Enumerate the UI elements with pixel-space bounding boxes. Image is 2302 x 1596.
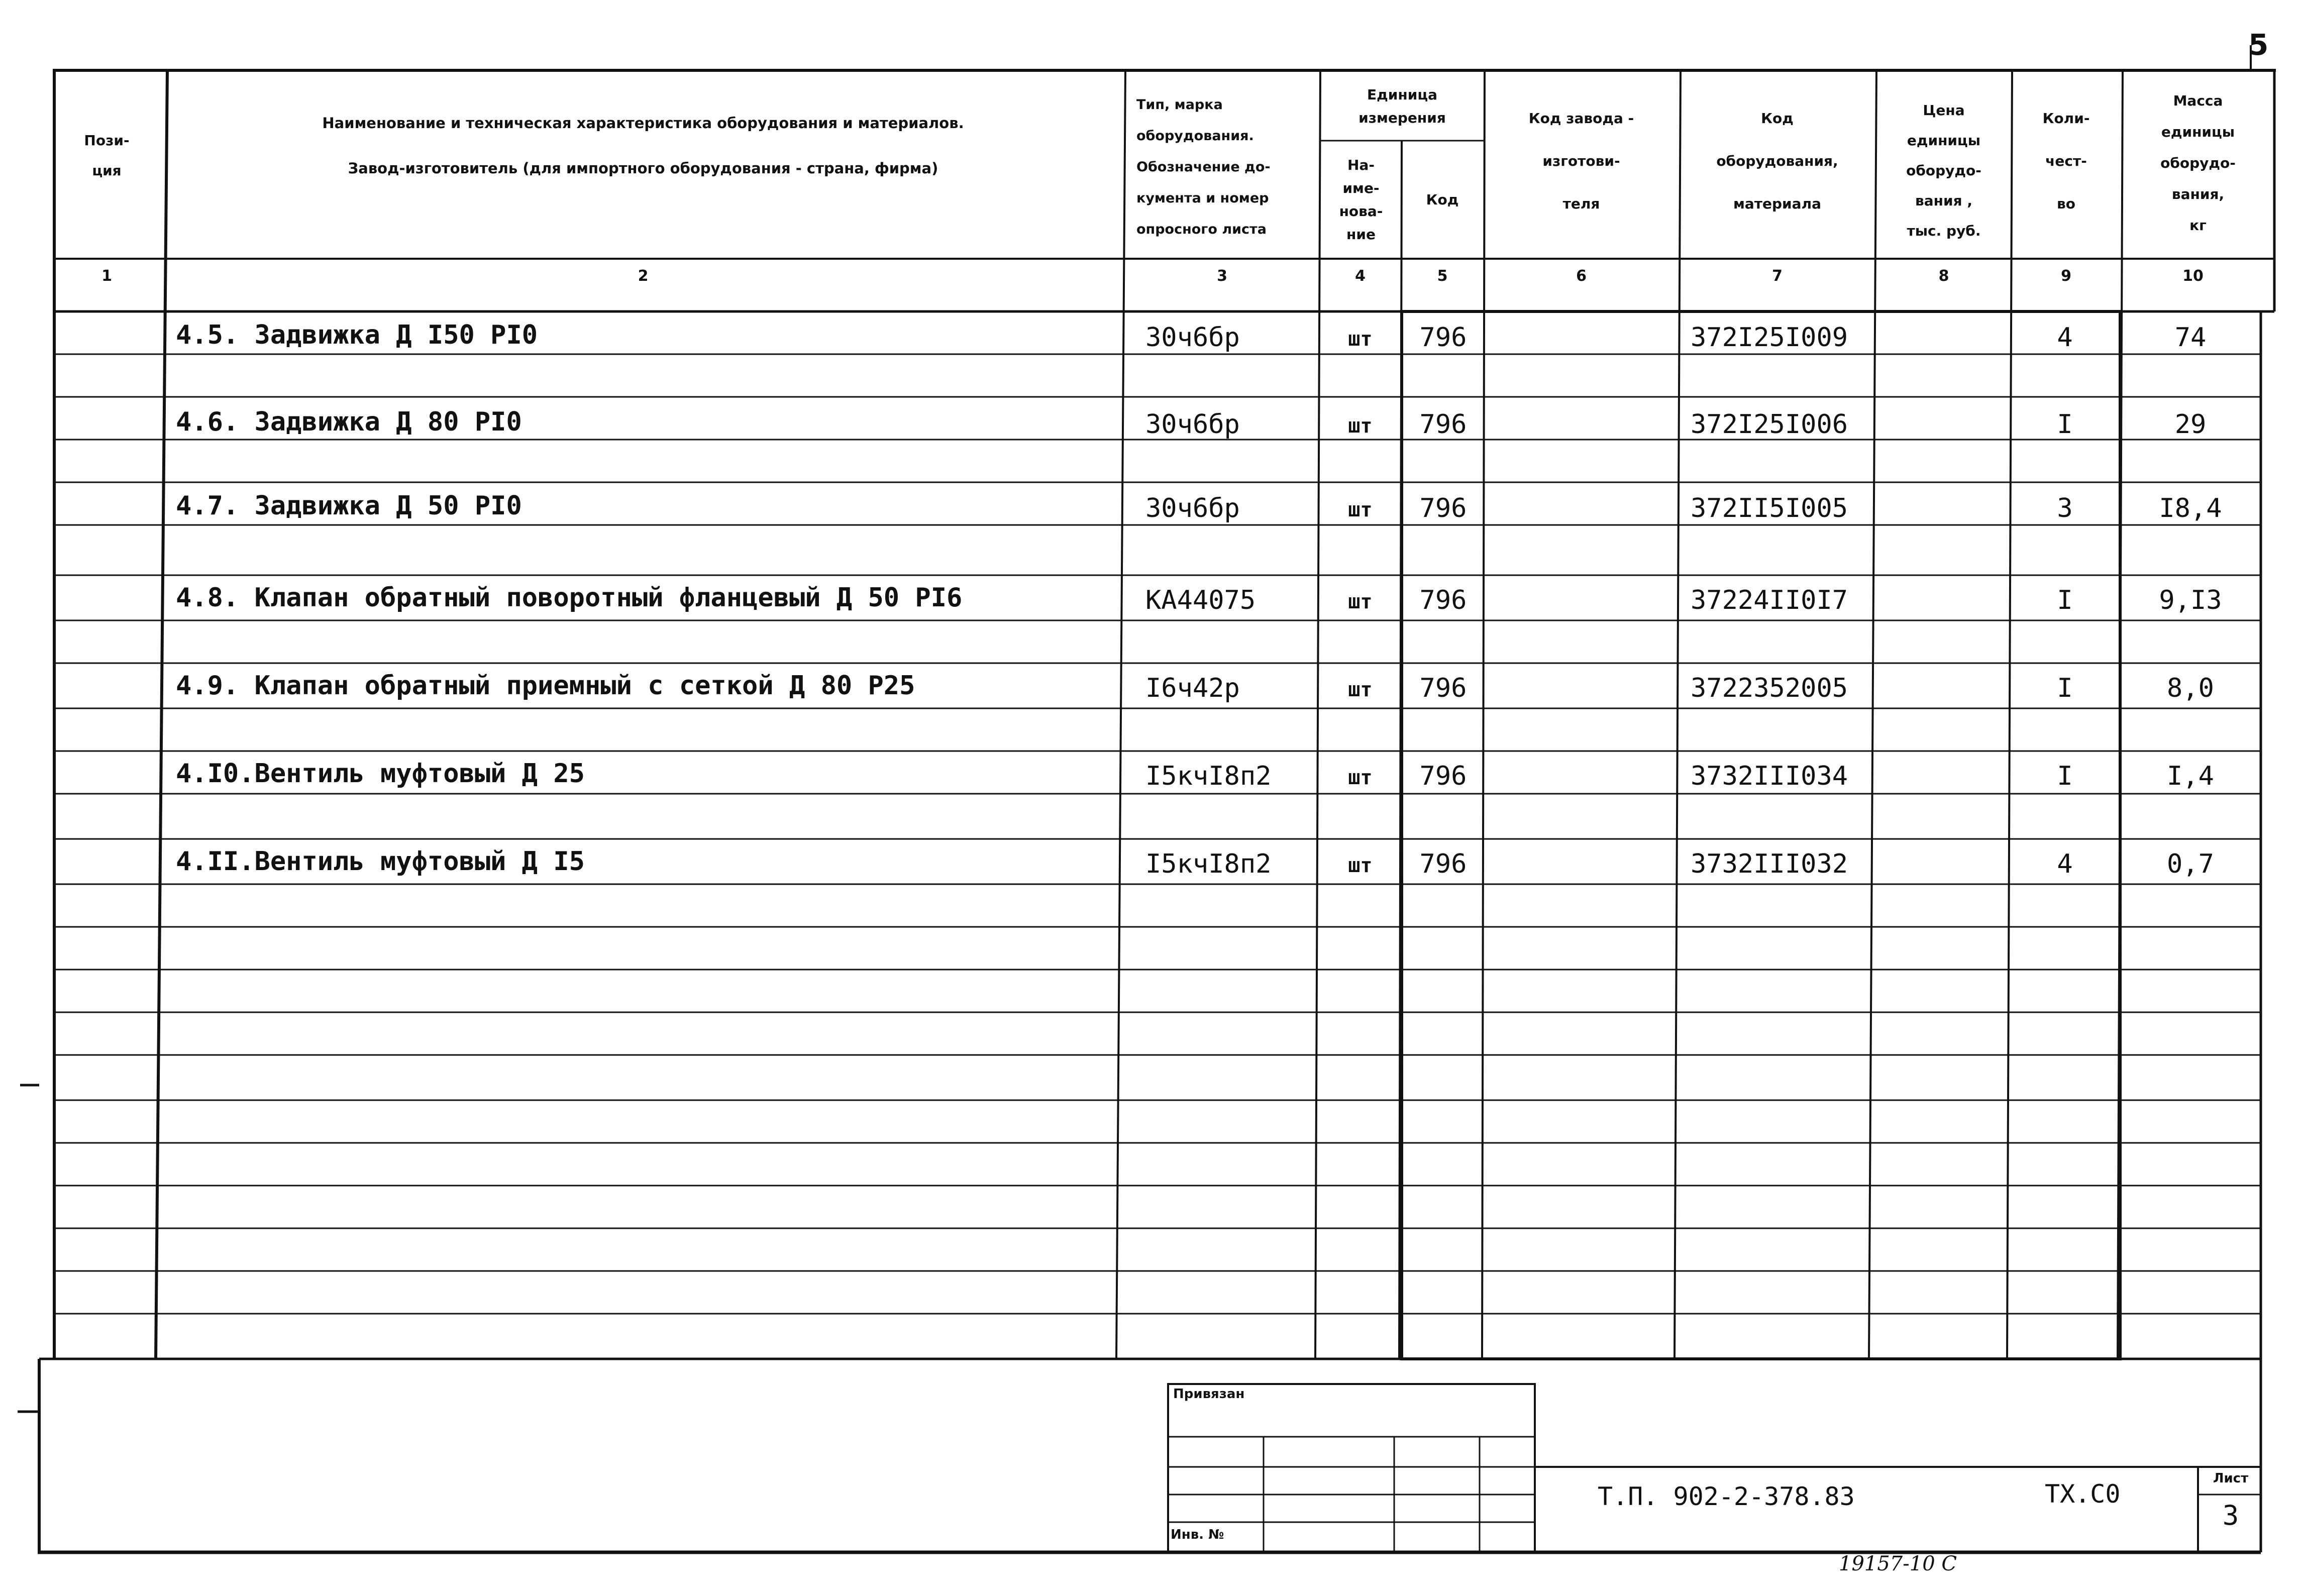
column-number: 2 (638, 267, 649, 285)
header-unit-name (1321, 143, 1401, 256)
header-text: оборудования, (1716, 152, 1838, 169)
document-number: Т.П. 902-2-378.83 (1598, 1482, 1855, 1511)
item-unit: шт (1348, 498, 1373, 521)
item-code: 372I25I006 (1691, 409, 1848, 440)
column-number: 4 (1355, 267, 1366, 285)
header-text: ние (1346, 226, 1376, 243)
item-quantity: 4 (2057, 849, 2073, 879)
item-code: 3722352005 (1691, 673, 1848, 703)
header-name (171, 108, 1115, 183)
header-text: Код (1426, 191, 1459, 208)
header-text: име- (1342, 179, 1380, 196)
header-mass (2123, 78, 2273, 249)
item-mass: I,4 (2167, 761, 2214, 791)
header-unit-group (1321, 74, 1483, 139)
header-text: вания , (1915, 192, 1972, 209)
header-quantity (2012, 95, 2120, 226)
item-name: 4.II.Вентиль муфтовый Д I5 (176, 846, 585, 877)
sheet-label: Лист (2213, 1471, 2249, 1486)
item-code: 3732III032 (1691, 849, 1848, 879)
item-name: 4.6. Задвижка Д 80 PI0 (176, 407, 522, 437)
item-mass: 0,7 (2167, 849, 2214, 879)
header-text: Единица (1367, 86, 1437, 103)
header-text: изготови- (1542, 152, 1620, 169)
item-unit-code: 796 (1419, 585, 1467, 615)
item-mass: 29 (2174, 409, 2207, 440)
header-text: нова- (1339, 202, 1383, 220)
item-type: 30ч6бр (1145, 323, 1240, 353)
item-unit: шт (1348, 678, 1373, 701)
item-code: 3732III034 (1691, 761, 1848, 791)
column-number: 10 (2182, 267, 2204, 285)
header-text: Цена (1923, 102, 1965, 119)
header-position (58, 100, 156, 211)
item-type: 30ч6бр (1145, 409, 1240, 440)
item-unit-code: 796 (1419, 323, 1467, 353)
item-type: КА44075 (1145, 585, 1256, 615)
header-price (1876, 88, 2011, 254)
item-unit-code: 796 (1419, 409, 1467, 440)
item-quantity: I (2057, 409, 2073, 440)
header-text: Код завода - (1528, 110, 1634, 127)
header-text: во (2057, 195, 2075, 212)
header-text: единицы (1907, 132, 1981, 149)
item-unit-code: 796 (1419, 673, 1467, 703)
header-text: опросного листа (1136, 222, 1267, 237)
column-number: 1 (101, 267, 112, 285)
item-code: 372I25I009 (1691, 323, 1848, 353)
header-text: Тип, марка (1136, 97, 1223, 113)
header-text: Обозначение до- (1136, 159, 1271, 175)
header-text: единицы (2161, 124, 2235, 140)
document-code: ТХ.С0 (2045, 1479, 2121, 1509)
column-number: 5 (1437, 267, 1448, 285)
header-text: Масса (2173, 92, 2223, 109)
header-text: Код (1761, 110, 1794, 127)
column-number: 6 (1576, 267, 1587, 285)
item-code: 37224II0I7 (1691, 585, 1848, 615)
header-text: Коли- (2042, 110, 2090, 127)
item-mass: 8,0 (2167, 673, 2214, 703)
item-unit-code: 796 (1419, 493, 1467, 523)
header-text: Завод-изготовитель (для импортного оборудования - страна, фирма) (348, 160, 938, 177)
header-text: вания, (2171, 186, 2225, 202)
header-text: кумента и номер (1136, 190, 1269, 206)
item-quantity: 4 (2057, 323, 2073, 353)
header-text: оборудо- (2160, 155, 2236, 171)
header-text: тыс. руб. (1907, 223, 1981, 239)
item-name: 4.I0.Вентиль муфтовый Д 25 (176, 759, 585, 789)
header-text: Пози- (84, 132, 130, 149)
header-text: теля (1562, 195, 1600, 212)
header-type (1136, 84, 1317, 250)
item-mass: I8,4 (2159, 493, 2222, 523)
column-number: 7 (1772, 267, 1783, 285)
header-text: ция (92, 162, 122, 179)
header-text: Наименование и техническая характеристика оборудования и материалов. (322, 115, 964, 132)
item-type: I5кчI8п2 (1145, 849, 1272, 879)
item-quantity: I (2057, 585, 2073, 615)
header-unit-code (1402, 143, 1483, 256)
sheet-value: 3 (2222, 1500, 2239, 1531)
item-unit-code: 796 (1419, 761, 1467, 791)
header-text: чест- (2045, 152, 2087, 169)
item-unit: шт (1348, 328, 1373, 351)
item-mass: 74 (2174, 323, 2207, 353)
inventory-number-label: Инв. № (1171, 1527, 1224, 1542)
column-number: 8 (1938, 267, 1949, 285)
item-unit: шт (1348, 590, 1373, 613)
header-equipment-code (1681, 95, 1874, 226)
bound-label: Привязан (1173, 1387, 1245, 1402)
handwritten-mark: 19157-10 С (1839, 1552, 1957, 1575)
page-number-top: 5 (2248, 28, 2269, 62)
item-mass: 9,I3 (2159, 585, 2222, 615)
header-text: кг (2189, 217, 2207, 234)
item-name: 4.8. Клапан обратный поворотный фланцевый Д 50 PI6 (176, 583, 963, 613)
item-name: 4.9. Клапан обратный приемный с сеткой Д 80 P25 (176, 671, 915, 701)
item-type: I5кчI8п2 (1145, 761, 1272, 791)
item-unit: шт (1348, 414, 1373, 438)
header-text: оборудования. (1136, 128, 1254, 144)
item-unit: шт (1348, 766, 1373, 789)
item-quantity: I (2057, 673, 2073, 703)
item-name: 4.5. Задвижка Д I50 PI0 (176, 320, 538, 350)
header-text: материала (1733, 195, 1821, 212)
header-text: оборудо- (1906, 162, 1981, 179)
header-text: измерения (1358, 110, 1446, 126)
item-code: 372II5I005 (1691, 493, 1848, 523)
item-type: I6ч42р (1145, 673, 1240, 703)
item-quantity: 3 (2057, 493, 2073, 523)
item-unit: шт (1348, 854, 1373, 877)
item-quantity: I (2057, 761, 2073, 791)
header-factory-code (1485, 95, 1678, 226)
item-name: 4.7. Задвижка Д 50 PI0 (176, 491, 522, 521)
column-number: 3 (1217, 267, 1227, 285)
column-number: 9 (2061, 267, 2071, 285)
item-type: 30ч6бр (1145, 493, 1240, 523)
header-text: На- (1347, 156, 1375, 173)
item-unit-code: 796 (1419, 849, 1467, 879)
